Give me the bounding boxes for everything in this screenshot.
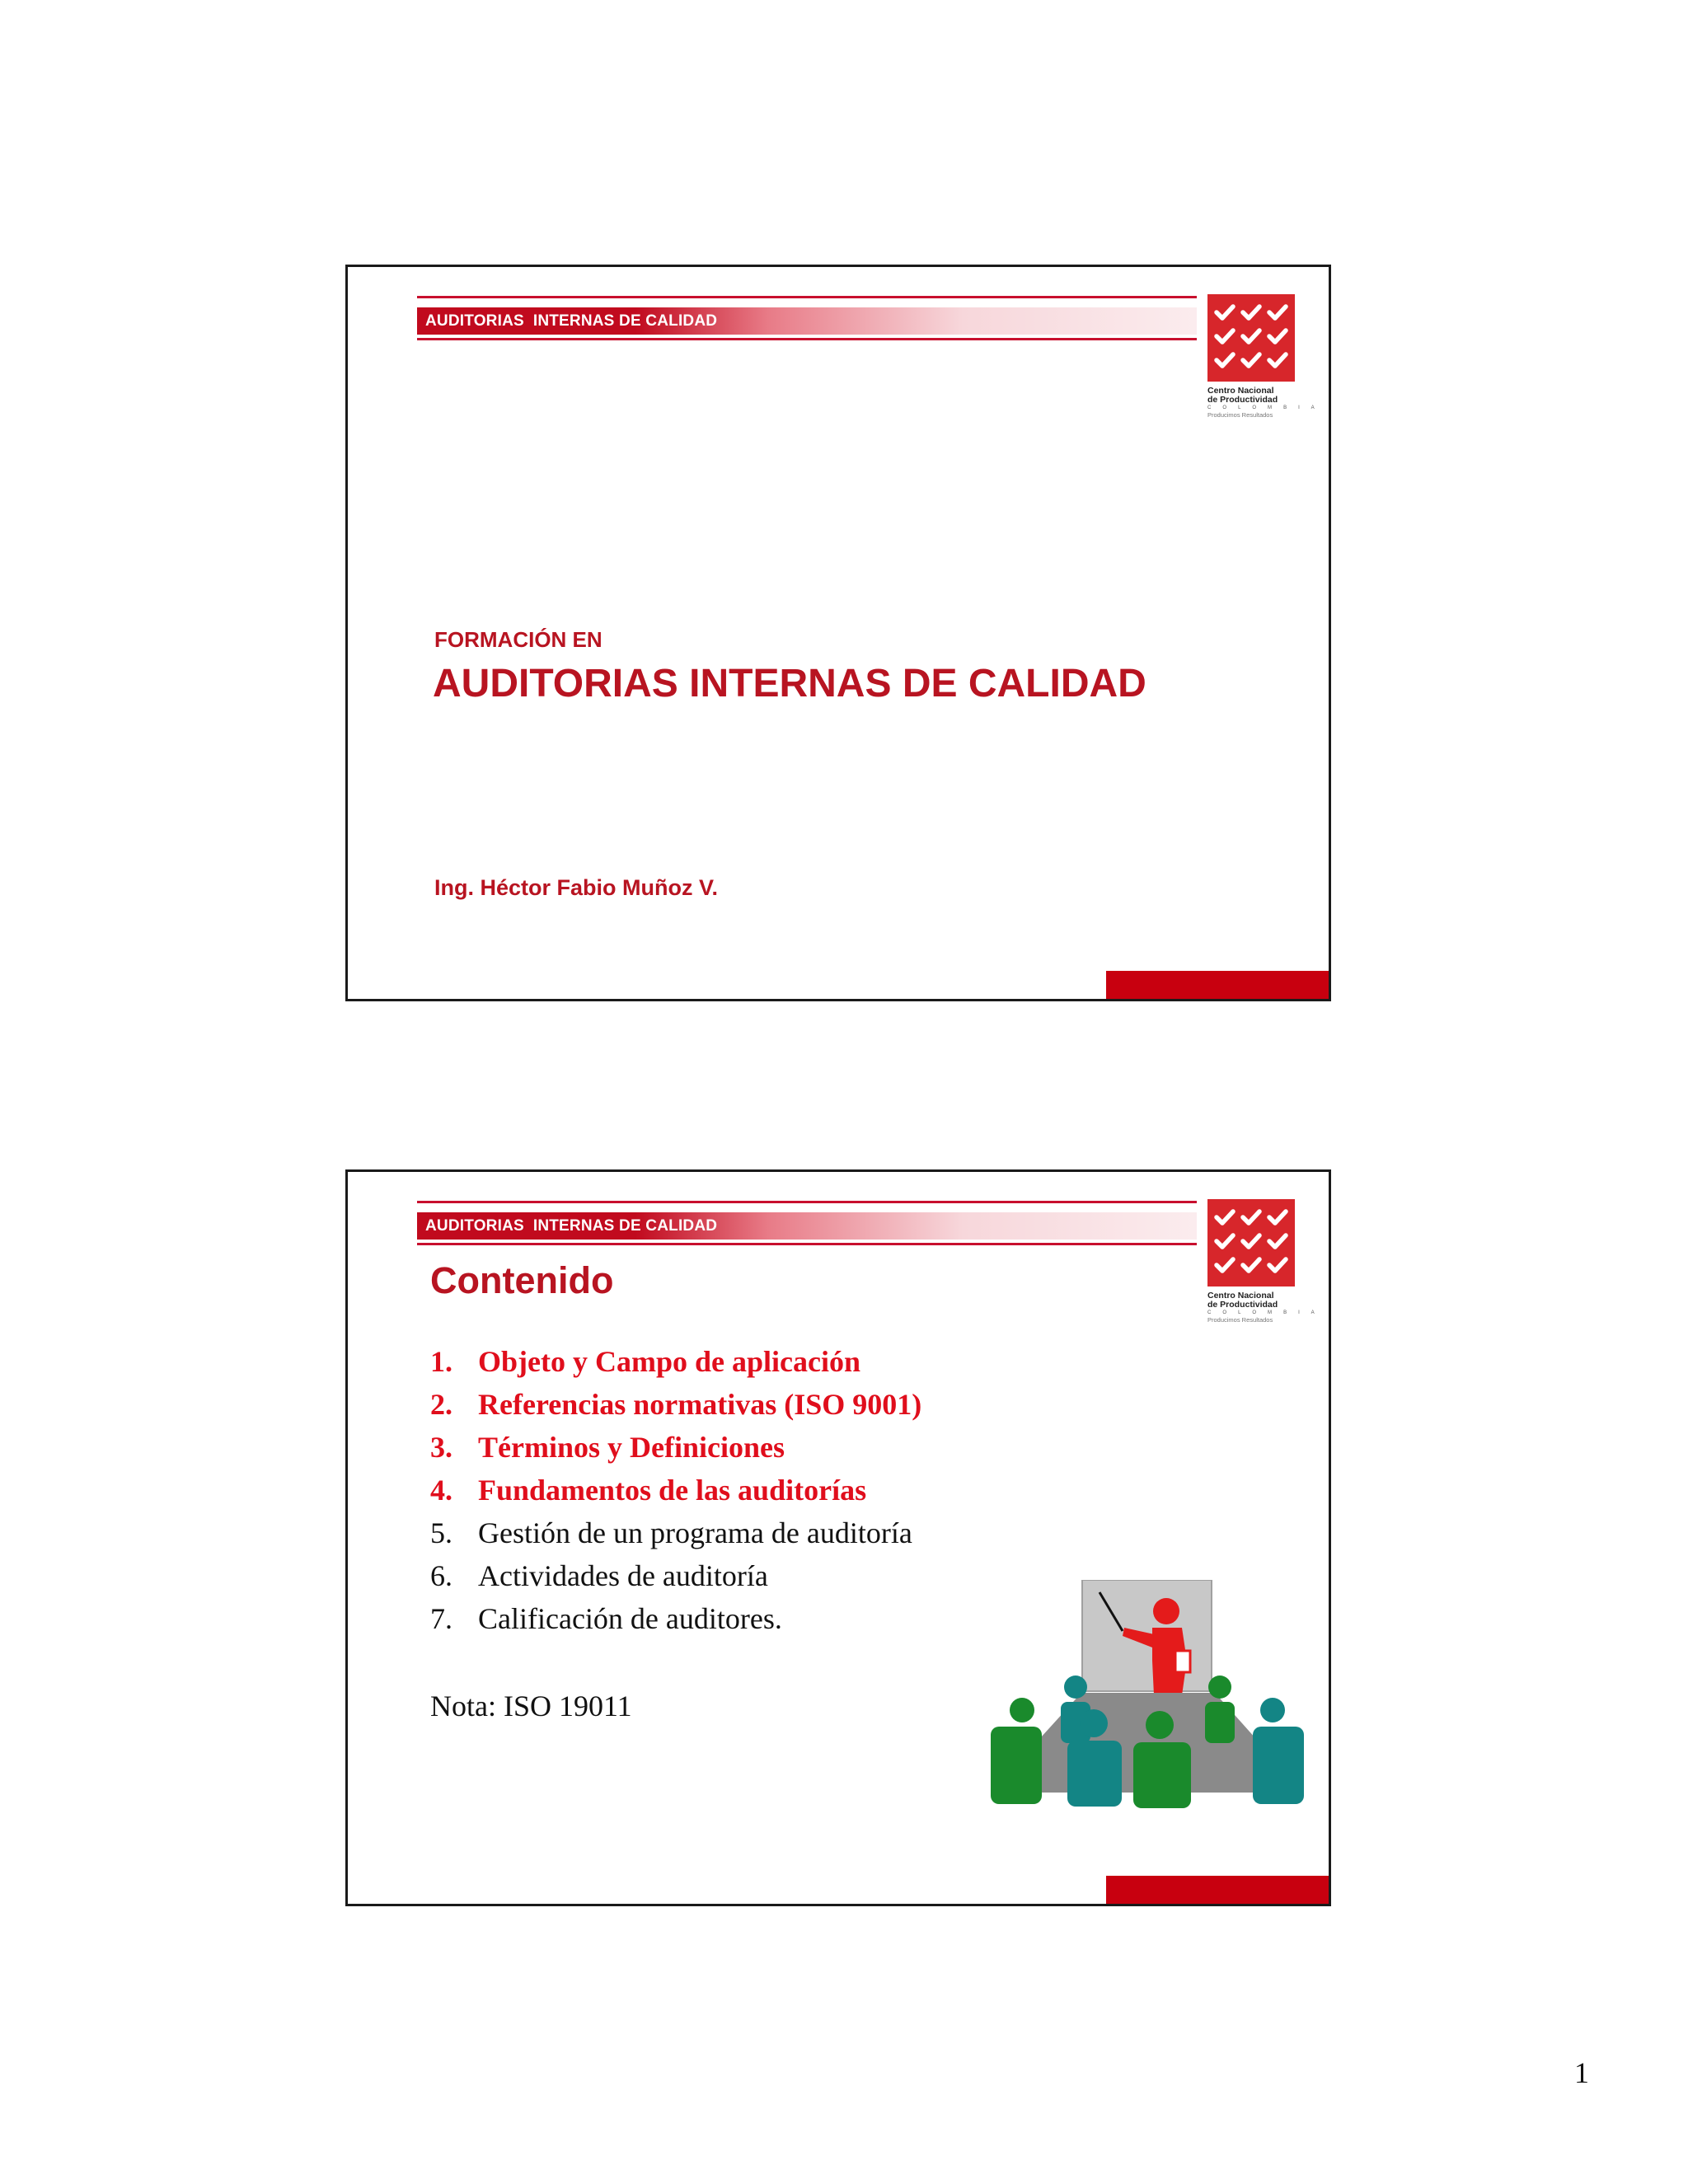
contents-item-6 [430, 1554, 921, 1597]
presentation-meeting-icon [991, 1580, 1304, 1811]
checkmarks-logo-icon [1207, 294, 1295, 382]
header-line-bottom [417, 338, 1197, 340]
checkmarks-logo-icon [1207, 1199, 1295, 1286]
logo-tagline: Producimos Resultados [1207, 411, 1273, 419]
contents-list [430, 1340, 921, 1640]
contents-item-text: Términos y Definiciones [478, 1431, 785, 1464]
contents-item-text: Gestión de un programa de auditoría [478, 1516, 912, 1549]
logo-tagline: Producimos Resultados [1207, 1316, 1273, 1324]
contents-item-4 [430, 1469, 921, 1511]
contents-item-number: 7. [430, 1602, 452, 1635]
slide2-note: Nota: ISO 19011 [430, 1690, 632, 1722]
header-line-top [417, 1201, 1197, 1203]
footer-red-bar [1106, 971, 1329, 999]
slide1-title: AUDITORIAS INTERNAS DE CALIDAD [433, 662, 1146, 705]
header-line-bottom [417, 1243, 1197, 1245]
contents-item-text: Referencias normativas (ISO 9001) [478, 1388, 922, 1421]
contents-item-5 [430, 1511, 921, 1554]
logo-text-line1: Centro Nacional [1207, 386, 1274, 396]
header-band-text: AUDITORIAS INTERNAS DE CALIDAD [425, 1217, 718, 1235]
contents-item-number: 2. [430, 1388, 452, 1421]
logo-text-country: C O L O M B I A [1207, 1310, 1320, 1315]
contents-item-1 [430, 1340, 921, 1383]
contents-item-3 [430, 1426, 921, 1469]
footer-red-bar [1106, 1876, 1329, 1904]
contents-item-number: 5. [430, 1516, 452, 1549]
logo-text-country: C O L O M B I A [1207, 405, 1320, 410]
cnp-logo [1207, 294, 1320, 419]
slide2-title: Contenido [430, 1259, 614, 1301]
contents-item-number: 3. [430, 1431, 452, 1464]
contents-item-text: Fundamentos de las auditorías [478, 1474, 867, 1507]
contents-item-text: Objeto y Campo de aplicación [478, 1345, 860, 1378]
page-number: 1 [1574, 2056, 1589, 2089]
contents-item-number: 4. [430, 1474, 452, 1507]
logo-text-line2: de Productividad [1207, 395, 1278, 405]
logo-text-line1: Centro Nacional [1207, 1291, 1274, 1301]
contents-item-number: 1. [430, 1345, 452, 1378]
slide1-author: Ing. Héctor Fabio Muñoz V. [434, 875, 719, 900]
contents-item-number: 6. [430, 1559, 452, 1592]
contents-item-2 [430, 1383, 921, 1426]
slide-1 [345, 265, 1331, 1001]
header-band-text: AUDITORIAS INTERNAS DE CALIDAD [425, 312, 718, 330]
cnp-logo [1207, 1199, 1320, 1324]
logo-text-line2: de Productividad [1207, 1300, 1278, 1310]
contents-item-7 [430, 1597, 921, 1640]
header-line-top [417, 296, 1197, 298]
contents-item-text: Calificación de auditores. [478, 1602, 782, 1635]
slide1-subtitle: FORMACIÓN EN [434, 627, 603, 652]
slide-2 [345, 1169, 1331, 1906]
contents-item-text: Actividades de auditoría [478, 1559, 768, 1592]
